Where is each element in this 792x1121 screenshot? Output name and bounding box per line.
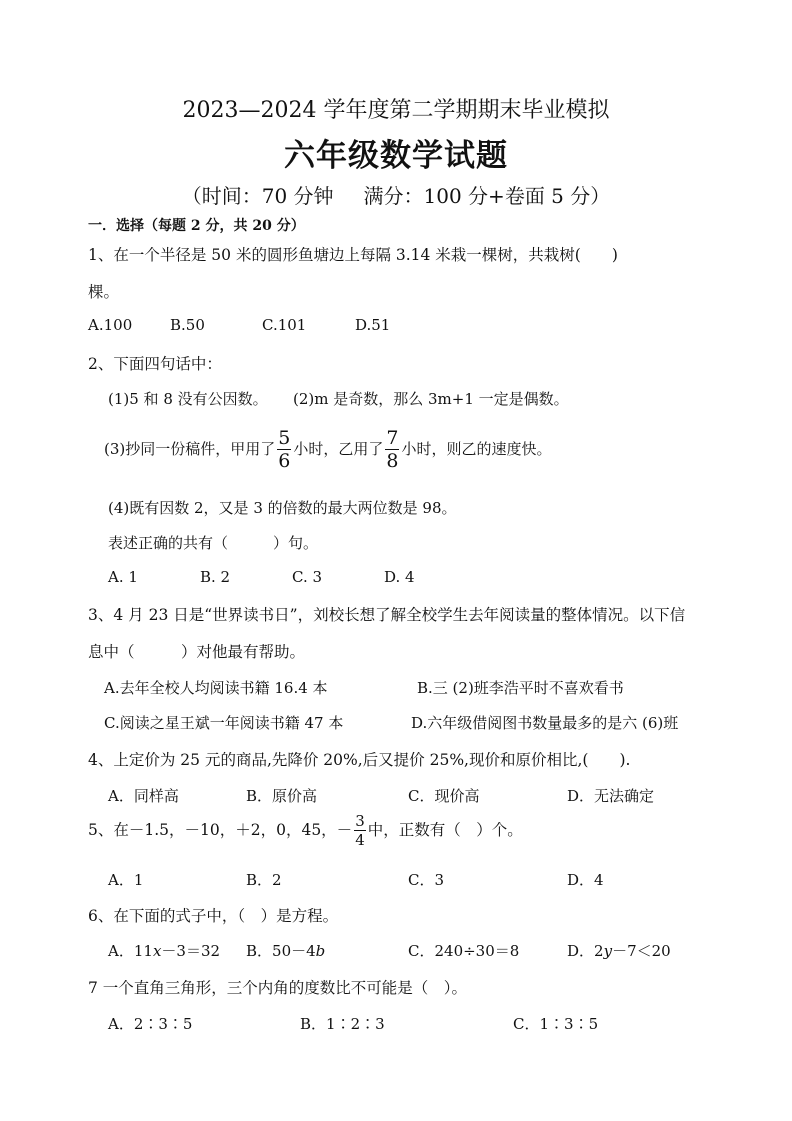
fraction-denominator: 8 — [386, 450, 399, 472]
option-label: A． — [108, 942, 134, 960]
q5-option-c: C．3 — [408, 871, 445, 889]
expr-variable: x — [152, 942, 162, 960]
q4-option-b: B．原价高 — [246, 787, 318, 805]
q2-option-a: A. 1 — [108, 568, 138, 586]
option-label: D． — [567, 942, 595, 960]
option-label: B． — [246, 942, 273, 960]
q2-s3-text-a: (3)抄同一份稿件，甲用了 — [104, 440, 276, 458]
q5-stem — [88, 814, 523, 848]
fraction-3-4 — [354, 814, 366, 848]
q6-option-c — [408, 940, 519, 961]
expr-part: 240÷30＝8 — [434, 942, 520, 960]
section-heading-choice: 一．选择（每题 2 分，共 20 分） — [88, 218, 305, 234]
q5-option-d: D．4 — [567, 871, 604, 889]
q1-line2: 棵。 — [88, 283, 120, 301]
q1-line1: 1、在一个半径是 50 米的圆形鱼塘边上每隔 3.14 米栽一棵树，共栽树( ) — [88, 246, 618, 264]
q6-option-a — [108, 940, 220, 961]
q4-option-a: A．同样高 — [108, 787, 179, 805]
q7-option-b: B．1∶2∶3 — [300, 1015, 385, 1033]
exam-subtitle-year: 2023—2024 学年度第二学期期末毕业模拟 — [182, 98, 610, 123]
fraction-numerator: 3 — [355, 812, 365, 830]
q5-text-a: 5、在－1.5，－10，＋2，0，45，－ — [88, 821, 353, 839]
q1-option-a: A.100 — [88, 316, 133, 334]
q2-option-c: C. 3 — [292, 568, 323, 586]
q4-stem: 4、上定价为 25 元的商品,先降价 20%,后又提价 25%,现价和原价相比,( ). — [88, 751, 631, 769]
q5-text-b: 中，正数有（ ）个。 — [367, 821, 523, 839]
q2-statement-4: (4)既有因数 2，又是 3 的倍数的最大两位数是 98。 — [108, 499, 457, 517]
q7-option-c: C．1∶3∶5 — [513, 1015, 599, 1033]
q1-option-b: B.50 — [170, 316, 205, 334]
expr-part: －3＝32 — [161, 942, 221, 960]
exam-time-score — [0, 180, 792, 209]
q3-option-c: C.阅读之星王斌一年阅读书籍 47 本 — [104, 714, 344, 732]
q2-statement-1: (1)5 和 8 没有公因数。 — [108, 390, 268, 408]
q6-option-b — [246, 940, 325, 961]
expr-part: 50－4 — [272, 942, 316, 960]
fraction-numerator: 7 — [386, 427, 399, 449]
q5-option-b: B．2 — [246, 871, 282, 889]
q2-option-d: D. 4 — [384, 568, 415, 586]
q3-line2: 息中（ ）对他最有帮助。 — [88, 643, 306, 661]
option-label: C． — [408, 942, 435, 960]
q6-option-d — [567, 940, 671, 961]
expr-part: －7＜20 — [612, 942, 671, 960]
expr-part: 11 — [133, 942, 153, 960]
q4-option-c: C．现价高 — [408, 787, 480, 805]
q4-option-d: D．无法确定 — [567, 787, 655, 805]
q2-ask: 表述正确的共有（ ）句。 — [108, 534, 319, 552]
fraction-5-6 — [277, 429, 291, 471]
fraction-denominator: 6 — [278, 450, 291, 472]
exam-title: 六年级数学试题 — [284, 138, 508, 174]
exam-time: （时间：70 分钟 — [181, 184, 334, 208]
q2-option-b: B. 2 — [200, 568, 231, 586]
fraction-numerator: 5 — [278, 427, 291, 449]
q1-option-c: C.101 — [262, 316, 307, 334]
q7-option-a: A．2∶3∶5 — [108, 1015, 193, 1033]
q2-statement-3 — [104, 429, 551, 471]
fraction-denominator: 4 — [355, 831, 365, 849]
q2-s3-text-c: 小时，则乙的速度快。 — [401, 440, 552, 458]
q3-option-d: D.六年级借阅图书数量最多的是六 (6)班 — [411, 714, 679, 732]
q3-option-a: A.去年全校人均阅读书籍 16.4 本 — [104, 679, 328, 697]
q7-stem: 7 一个直角三角形，三个内角的度数比不可能是（ ）。 — [88, 979, 468, 997]
expr-variable: b — [315, 942, 326, 960]
expr-part: 2 — [594, 942, 604, 960]
q2-s3-text-b: 小时，乙用了 — [293, 440, 384, 458]
q6-stem: 6、在下面的式子中，（ ）是方程。 — [88, 907, 339, 925]
exam-score: 满分：100 分+卷面 5 分） — [363, 184, 611, 208]
q3-option-b: B.三 (2)班李浩平时不喜欢看书 — [417, 679, 624, 697]
q1-option-d: D.51 — [355, 316, 391, 334]
fraction-7-8 — [385, 429, 399, 471]
q2-statement-2: (2)m 是奇数，那么 3m+1 一定是偶数。 — [293, 390, 569, 408]
expr-variable: y — [603, 942, 613, 960]
q5-option-a: A．1 — [108, 871, 144, 889]
q2-stem: 2、下面四句话中： — [88, 355, 222, 373]
q3-line1: 3、4 月 23 日是“世界读书日”，刘校长想了解全校学生去年阅读量的整体情况。以下信 — [88, 606, 686, 624]
